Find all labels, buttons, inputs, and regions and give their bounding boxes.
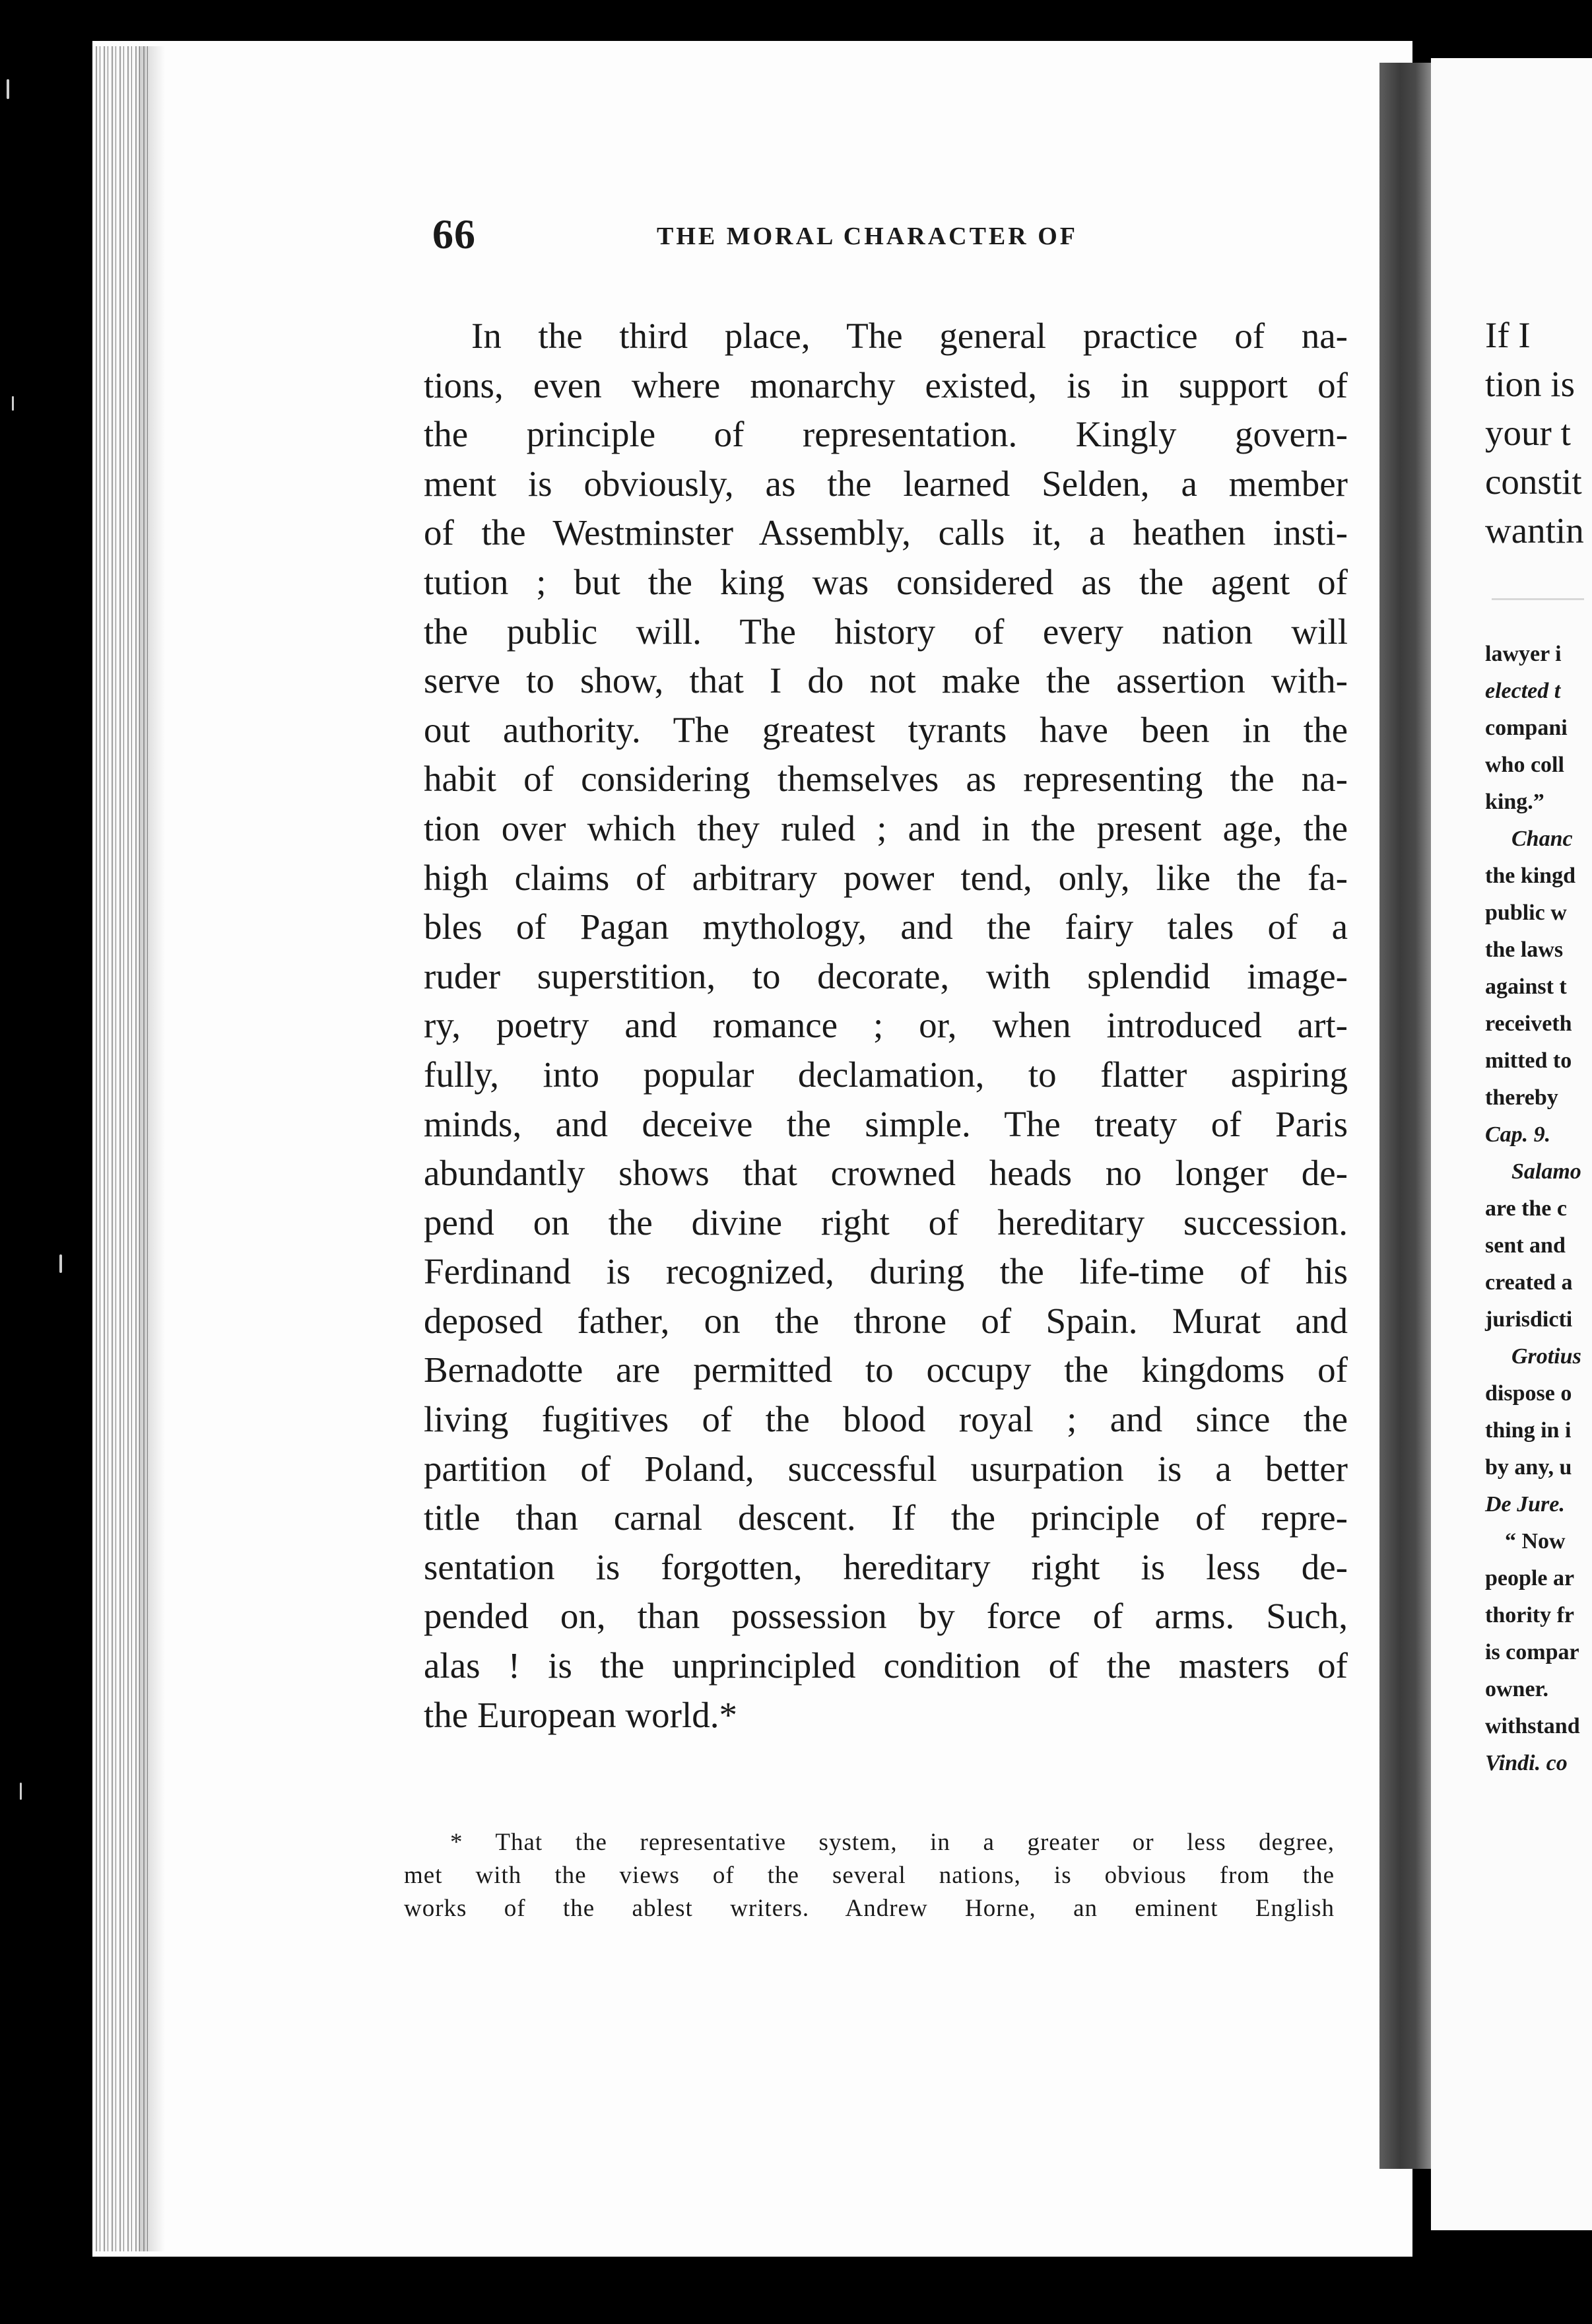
footnote-line: works of the ablest writers. Andrew Horne, an eminent English	[404, 1895, 1335, 1922]
body-line: fully, into popular declamation, to flatter aspiring	[424, 1054, 1348, 1095]
running-head-title: THE MORAL CHARACTER OF	[657, 222, 1078, 250]
right-small-line: receiveth	[1485, 1011, 1572, 1036]
right-small-line: king.”	[1485, 790, 1544, 814]
right-small-line: thority fr	[1485, 1603, 1575, 1627]
right-small-line: “ Now	[1505, 1529, 1566, 1554]
right-large-line: wantin	[1485, 510, 1584, 551]
body-line: tions, even where monarchy existed, is in support of	[424, 364, 1348, 405]
right-small-line: elected t	[1485, 679, 1561, 703]
right-small-line: thing in i	[1485, 1418, 1572, 1443]
right-large-line: constit	[1485, 461, 1582, 502]
right-small-line: mitted to	[1485, 1048, 1572, 1073]
body-line: title than carnal descent. If the principle of repre-	[424, 1497, 1348, 1538]
body-line: alas ! is the unprincipled condition of the masters of	[424, 1645, 1348, 1686]
body-line: out authority. The greatest tyrants have been in the	[424, 709, 1348, 750]
body-line: living fugitives of the blood royal ; and since the	[424, 1399, 1348, 1440]
scan-speck	[7, 79, 9, 99]
right-small-line: who coll	[1485, 753, 1564, 777]
right-small-line: jurisdicti	[1485, 1307, 1573, 1332]
body-line: Ferdinand is recognized, during the life-time of his	[424, 1251, 1348, 1292]
book-gutter	[1379, 63, 1431, 2169]
body-line: Bernadotte are permitted to occupy the kingdoms of	[424, 1350, 1348, 1390]
body-line: of the Westminster Assembly, calls it, a heathen insti-	[424, 512, 1348, 553]
right-small-line: compani	[1485, 716, 1568, 740]
right-small-line: against t	[1485, 974, 1567, 999]
right-small-line: Grotius	[1511, 1344, 1581, 1369]
body-line: tion over which they ruled ; and in the present age, the	[424, 807, 1348, 848]
body-line: ry, poetry and romance ; or, when introduced art-	[424, 1005, 1348, 1046]
body-line: ruder superstition, to decorate, with splendid image-	[424, 955, 1348, 996]
body-line: abundantly shows that crowned heads no longer de-	[424, 1153, 1348, 1194]
faint-bleed-through	[1492, 598, 1584, 600]
body-line: minds, and deceive the simple. The treaty of Paris	[424, 1103, 1348, 1144]
footnote-line: * That the representative system, in a greater or less degree,	[450, 1829, 1335, 1856]
right-small-line: lawyer i	[1485, 642, 1562, 666]
right-small-line: De Jure.	[1485, 1492, 1565, 1517]
scan-speck	[20, 1783, 22, 1800]
right-small-line: is compar	[1485, 1640, 1579, 1664]
right-small-line: Vindi. co	[1485, 1751, 1568, 1775]
body-line: the European world.*	[424, 1694, 737, 1735]
body-line: serve to show, that I do not make the assertion with-	[424, 660, 1348, 701]
body-line: deposed father, on the throne of Spain. Murat and	[424, 1300, 1348, 1341]
right-small-line: people ar	[1485, 1566, 1575, 1590]
page-number: 66	[432, 211, 476, 257]
body-text	[424, 312, 1348, 1740]
right-small-line: the kingd	[1485, 864, 1575, 888]
body-line: tution ; but the king was considered as the agent of	[424, 561, 1348, 602]
page-edge-shadow	[139, 46, 165, 2251]
right-small-line: public w	[1485, 901, 1567, 925]
right-large-line: tion is	[1485, 364, 1575, 404]
right-small-line: Salamo	[1511, 1159, 1581, 1184]
right-small-line: Cap. 9.	[1485, 1122, 1551, 1147]
body-line: high claims of arbitrary power tend, only, like the fa-	[424, 857, 1348, 898]
body-line: ment is obviously, as the learned Selden, a member	[424, 463, 1348, 504]
scan-speck	[12, 396, 14, 411]
body-line: sentation is forgotten, hereditary right is less de-	[424, 1546, 1348, 1587]
right-small-line: created a	[1485, 1270, 1573, 1295]
body-line: In the third place, The general practice of na-	[471, 316, 1348, 356]
scan-speck	[59, 1254, 62, 1273]
footnote-line: met with the views of the several nations, is obvious from the	[404, 1862, 1335, 1889]
right-small-line: the laws	[1485, 938, 1564, 962]
right-page	[1431, 58, 1592, 2230]
right-small-line: are the c	[1485, 1196, 1567, 1221]
right-large-line: If I	[1485, 315, 1531, 355]
body-line: habit of considering themselves as representing the na-	[424, 759, 1348, 800]
right-small-line: Chanc	[1511, 827, 1573, 851]
body-line: bles of Pagan mythology, and the fairy tales of a	[424, 906, 1348, 947]
right-large-line: your t	[1485, 413, 1571, 453]
body-line: pend on the divine right of hereditary succession.	[424, 1202, 1348, 1243]
body-line: the public will. The history of every nation will	[424, 611, 1348, 652]
footnote	[404, 1826, 1335, 1925]
body-line: the principle of representation. Kingly govern-	[424, 414, 1348, 455]
right-small-line: sent and	[1485, 1233, 1566, 1258]
right-small-line: thereby	[1485, 1085, 1558, 1110]
body-line: pended on, than possession by force of arms. Such,	[424, 1596, 1348, 1637]
right-small-line: by any, u	[1485, 1455, 1572, 1480]
body-line: partition of Poland, successful usurpation is a better	[424, 1448, 1348, 1489]
right-small-line: owner.	[1485, 1677, 1549, 1701]
right-small-line: withstand	[1485, 1714, 1580, 1738]
right-small-line: dispose o	[1485, 1381, 1572, 1406]
